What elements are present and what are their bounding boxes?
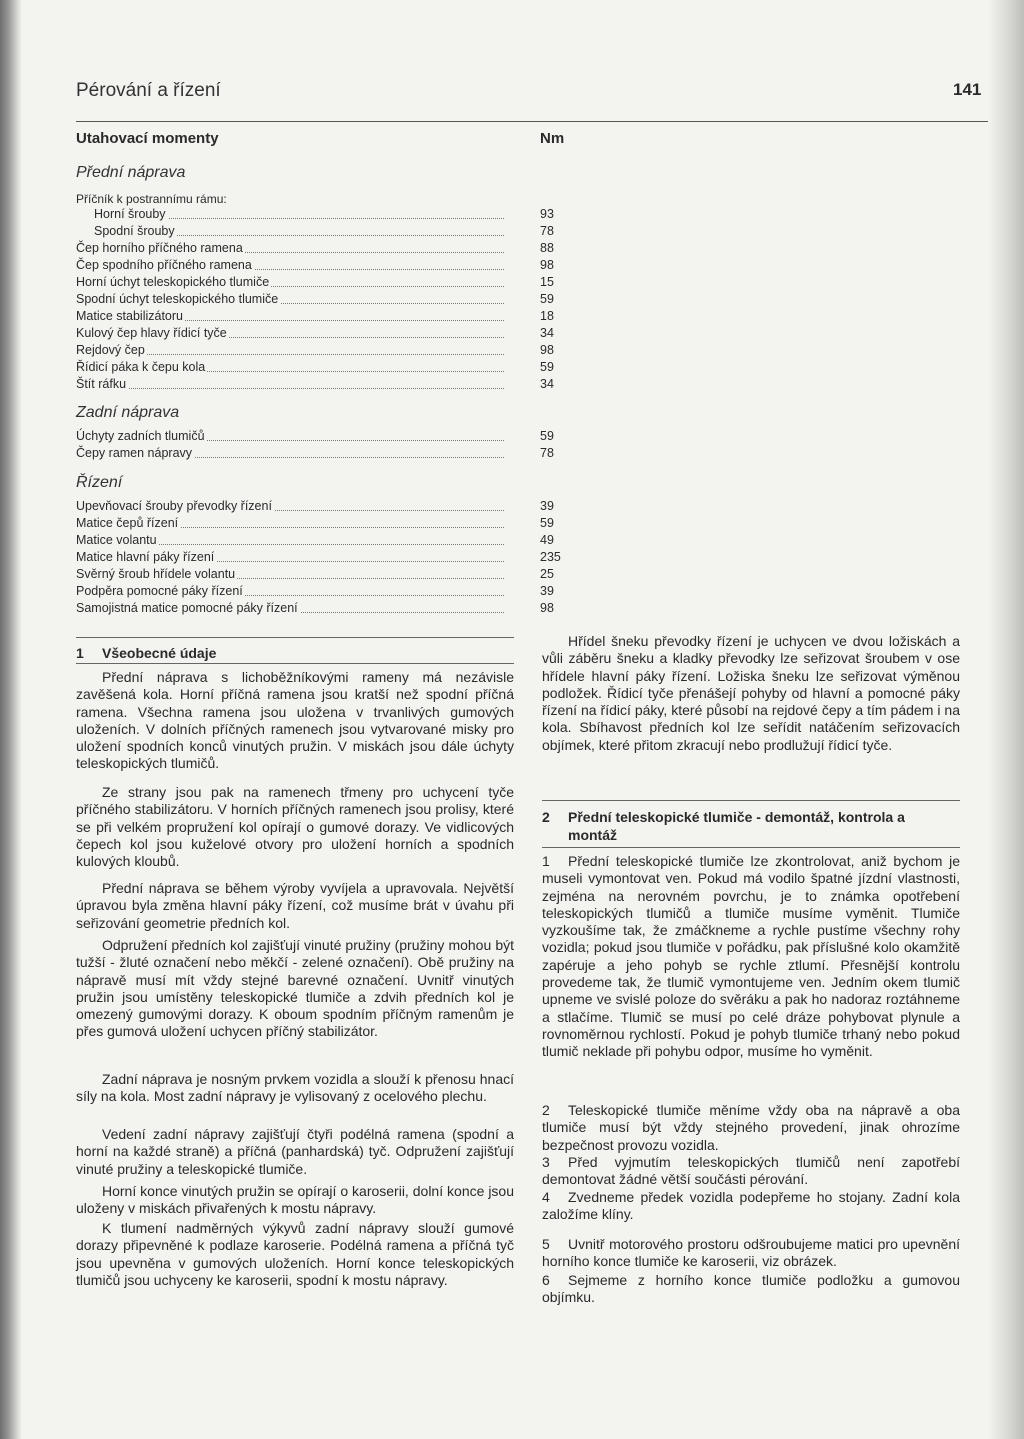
header-rule	[76, 121, 988, 122]
torque-row	[76, 600, 596, 617]
step-number: 2	[542, 1102, 550, 1118]
torque-row-label: Štít ráfku	[76, 377, 127, 391]
torque-row	[76, 498, 596, 515]
torque-row	[76, 274, 596, 291]
step-text: Sejmeme z horního konce tlumiče podložku a gumovou objímku.	[542, 1272, 960, 1306]
torque-row-label: Horní úchyt teleskopického tlumiče	[76, 275, 270, 289]
torque-row	[76, 325, 596, 342]
torque-row-label: Spodní úchyt teleskopického tlumiče	[76, 292, 279, 306]
torque-row-label: Spodní šrouby	[94, 224, 175, 238]
torque-row	[76, 445, 596, 462]
page-number: 141	[953, 80, 982, 99]
torque-row-label: Samojistná matice pomocné páky řízení	[76, 601, 298, 615]
torque-row	[76, 566, 596, 583]
torque-row-label: Podpěra pomocné páky řízení	[76, 584, 243, 598]
torque-row-label: Kulový čep hlavy řídicí tyče	[76, 326, 227, 340]
torque-row-label: Matice volantu	[76, 533, 157, 547]
torque-row	[76, 549, 596, 566]
s1-paragraph-6: Vedení zadní nápravy zajišťují čtyři podélná ramena (spodní a horní na každé straně) a příčná (panhardská) tyč. Odpružení zajišťují vinuté pružiny a teleskopické tlumiče.	[76, 1126, 514, 1177]
torque-row-value: 235	[540, 550, 561, 564]
s1-paragraph-1: Přední náprava s lichoběžníkovými rameny má nezávisle zavěšená kola. Horní příčná ramena jsou kratší než spodní příčná ramena. Všechna ramena jsou uložena v trvanlivých gumových uloženích. V dolních příčných ramenech jsou vytvarované misky pro uložení spodních konců vinutých pružin. V miskách jsou dále úchyty teleskopických tlumičů.	[76, 669, 514, 772]
step-number: 3	[542, 1154, 550, 1170]
torque-row	[76, 359, 596, 376]
section-2-title: Přední teleskopické tlumiče - demontáž, kontrola a montáž	[568, 809, 905, 843]
s1-paragraph-3: Přední náprava se během výroby vyvíjela a upravovala. Největší úpravou byla změna hlavní páky řízení, což musíme brát v úvahu při seřizování geometrie předních kol.	[76, 880, 514, 931]
s1-paragraph-2: Ze strany jsou pak na ramenech třmeny pro uchycení tyče příčného stabilizátoru. V horních příčných ramenech jsou prolisy, které se při velkém propružení kol opírají o gumové dorazy. Ve vidlicových čepech kol jsou kuželové otvory pro uložení horních a spodních kulových kloubů.	[76, 784, 514, 870]
torque-row	[76, 532, 596, 549]
section-1-bottom-rule	[76, 663, 514, 664]
torque-row	[76, 376, 596, 393]
steering-heading: Řízení	[76, 474, 123, 491]
step-number: 6	[542, 1272, 550, 1288]
torque-row-value: 98	[540, 343, 554, 357]
s1-paragraph-5: Zadní náprava je nosným prvkem vozidla a slouží k přenosu hnací síly na kola. Most zadní nápravy je vylisovaný z ocelového plechu.	[76, 1071, 514, 1105]
step-number: 1	[542, 853, 550, 869]
torque-row-value: 59	[540, 516, 554, 530]
torque-row-label: Matice stabilizátoru	[76, 309, 183, 323]
section-1-top-rule	[76, 637, 514, 638]
s1-paragraph-8: K tlumení nadměrných výkyvů zadní nápravy slouží gumové dorazy připevněné k podlaze karoserie. Podélná ramena a příčná tyč jsou upevněna v gumových uloženích. Horní konce teleskopických tlumičů jsou uchyceny ke karoserii, spodní k mostu nápravy.	[76, 1220, 514, 1288]
torque-row-value: 39	[540, 584, 554, 598]
torque-table-unit: Nm	[540, 130, 565, 147]
torque-row-value: 98	[540, 258, 554, 272]
torque-row-value: 49	[540, 533, 554, 547]
s1-right-paragraph: Hřídel šneku převodky řízení je uchycen ve dvou ložiskách a vůli záběru šneku a kladky převodky lze seřizovat šroubem v ose hřídele hlavní páky řízení. Ložiska šneku lze seřizovat výměnou podložek. Řídicí tyče přenášejí pohyby od hlavní a pomocné páky řízení na řídicí páky, které působí na rejdové čepy a tím pádem i na kola. Sbíhavost předních kol lze seřídit natáčením seřizovacích objímek, které přitom zkracují nebo prodlužují řídicí tyče.	[542, 633, 960, 753]
torque-row-value: 59	[540, 360, 554, 374]
torque-row-value: 34	[540, 377, 554, 391]
rear-axle-heading: Zadní náprava	[76, 404, 180, 421]
torque-row	[76, 342, 596, 359]
torque-row-value: 78	[540, 446, 554, 460]
torque-row-value: 25	[540, 567, 554, 581]
page-edge-shadow	[988, 0, 1024, 1439]
section-2-top-rule	[542, 800, 960, 801]
book-binding-shadow	[0, 0, 22, 1439]
torque-row-value: 59	[540, 292, 554, 306]
step-text: Před vyjmutím teleskopických tlumičů není zapotřebí demontovat žádné větší součásti pérování.	[542, 1154, 960, 1188]
section-1-number: 1	[76, 645, 84, 661]
torque-row-label: Matice hlavní páky řízení	[76, 550, 215, 564]
step-text: Uvnitř motorového prostoru odšroubujeme matici pro upevnění horního konce tlumiče ke karoserii, viz obrázek.	[542, 1236, 960, 1270]
step-item	[542, 1102, 960, 1154]
torque-row-value: 59	[540, 429, 554, 443]
torque-row	[76, 308, 596, 325]
step-item	[542, 1189, 960, 1224]
torque-row-label: Upevňovací šrouby převodky řízení	[76, 499, 272, 513]
torque-row-label: Rejdový čep	[76, 343, 145, 357]
section-2-bottom-rule	[542, 847, 960, 848]
step-item	[542, 1272, 960, 1307]
torque-row	[76, 515, 596, 532]
front-axle-heading: Přední náprava	[76, 164, 186, 181]
front-axle-group-label: Příčník k postrannímu rámu:	[76, 192, 227, 206]
torque-row	[76, 428, 596, 445]
torque-row-value: 15	[540, 275, 554, 289]
torque-row	[76, 206, 596, 223]
torque-row-label: Horní šrouby	[94, 207, 166, 221]
torque-row	[76, 223, 596, 240]
torque-table-title: Utahovací momenty	[76, 130, 219, 147]
torque-row	[76, 257, 596, 274]
torque-row-value: 78	[540, 224, 554, 238]
torque-row-label: Matice čepů řízení	[76, 516, 179, 530]
step-number: 5	[542, 1236, 550, 1252]
torque-row-label: Úchyty zadních tlumičů	[76, 429, 205, 443]
step-text: Přední teleskopické tlumiče lze zkontrolovat, aniž bychom je museli vymontovat ven. Pokud má vodilo špatné jízdní vlastnosti, zejména na nerovném povrchu, je to známka opotřebení teleskopických tlumičů a tlumiče musíme vyměnit. Tlumiče vyzkoušíme tak, že zmáčkneme a rychle pustíme všechny rohy vozidla; pokud jsou tlumiče v pořádku, pak příslušné kolo okamžitě zapéruje a jeho pohyb se rychle ztlumí. Přesnější kontrolu provedeme tak, že tlumič vymontujeme ven. Jedním okem tlumič upneme ve svislé poloze do svěráku a pak ho nadoraz roztáhneme a stlačíme. Tlumič se musí po celé dráze pohybovat plynule a rovnoměrnou rychlostí. Pokud je pohyb tlumiče trhaný nebo pokud tlumič neklade při pohybu odpor, musíme ho vyměnit.	[542, 853, 960, 1060]
step-text: Teleskopické tlumiče měníme vždy oba na nápravě a oba tlumiče musí být vždy stejného provedení, jinak ohrozíme bezpečnost provozu vozidla.	[542, 1102, 960, 1153]
step-item	[542, 1236, 960, 1271]
s1-paragraph-7: Horní konce vinutých pružin se opírají o karoserii, dolní konce jsou uloženy v miskách přivařených k mostu nápravy.	[76, 1183, 514, 1217]
torque-row-value: 93	[540, 207, 554, 221]
torque-row-value: 88	[540, 241, 554, 255]
torque-row-label: Řídicí páka k čepu kola	[76, 360, 206, 374]
running-header-title: Pérování a řízení	[76, 80, 221, 101]
torque-row-value: 18	[540, 309, 554, 323]
step-item	[542, 853, 960, 1061]
s1-paragraph-4: Odpružení předních kol zajišťují vinuté pružiny (pružiny mohou být tužší - žluté označení nebo měkčí - zelené označení). Obě pružiny na nápravě musí mít vždy stejné barevné označení. Uvnitř vinutých pružin jsou umístěny teleskopické tlumiče a zdvih předních kol je omezený gumovými dorazy. K oboum spodním příčným ramenům je přes gumová uložení uchycen příčný stabilizátor.	[76, 937, 514, 1040]
torque-row-value: 39	[540, 499, 554, 513]
section-2-number: 2	[542, 809, 550, 825]
step-text: Zvedneme předek vozidla podepřeme ho stojany. Zadní kola založíme klíny.	[542, 1189, 960, 1223]
step-number: 4	[542, 1189, 550, 1205]
torque-row-value: 34	[540, 326, 554, 340]
torque-row	[76, 240, 596, 257]
torque-row-label: Čep horního příčného ramena	[76, 241, 243, 255]
torque-row-label: Čepy ramen nápravy	[76, 446, 193, 460]
torque-row	[76, 583, 596, 600]
torque-row	[76, 291, 596, 308]
section-2-heading	[542, 808, 960, 844]
step-item	[542, 1154, 960, 1189]
torque-row-label: Čep spodního příčného ramena	[76, 258, 252, 272]
torque-row-value: 98	[540, 601, 554, 615]
torque-row-label: Svěrný šroub hřídele volantu	[76, 567, 236, 581]
section-1-title: Všeobecné údaje	[102, 645, 217, 661]
